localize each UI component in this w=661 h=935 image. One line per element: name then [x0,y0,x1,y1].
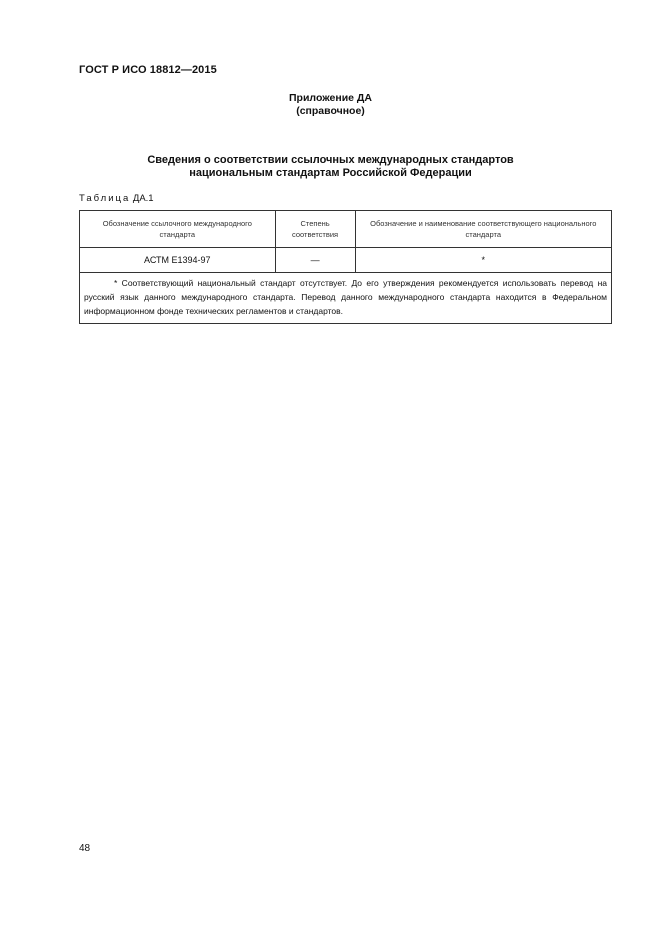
table-header-row [80,211,612,248]
page-number: 48 [79,843,91,854]
column-header-national-standard: Обозначение и наименование соответствующего национального стандарта [355,211,611,248]
table-row [80,248,612,273]
section-title [0,154,661,180]
correspondence-table [79,210,612,324]
table-caption-label: Таблица [79,193,131,204]
column-header-degree-of-conformity: Степень соответствия [275,211,355,248]
document-header: ГОСТ Р ИСО 18812—2015 [79,64,217,76]
appendix-title: Приложение ДА [289,92,372,104]
column-header-international-standard: Обозначение ссылочного международного стандарта [80,211,276,248]
appendix-type: (справочное) [296,105,365,117]
cell-national-standard: * [355,248,611,273]
table-footnote-row [80,273,612,324]
cell-international-standard: АСТМ E1394-97 [80,248,276,273]
table-caption-number: ДА.1 [132,193,154,204]
table-caption [79,193,154,204]
section-title-line-2: национальным стандартам Российской Федерации [189,167,472,179]
section-title-line-1: Сведения о соответствии ссылочных международных стандартов [147,154,514,166]
table-footnote-cell [80,273,612,324]
table-footnote: * Соответствующий национальный стандарт отсутствует. До его утверждения рекомендуется использовать перевод на русский язык данного международного стандарта. Перевод данного международного стандарта находится в Федеральном информационном фонде технических регламентов и стандартов. [84,278,607,316]
cell-degree-of-conformity: — [275,248,355,273]
